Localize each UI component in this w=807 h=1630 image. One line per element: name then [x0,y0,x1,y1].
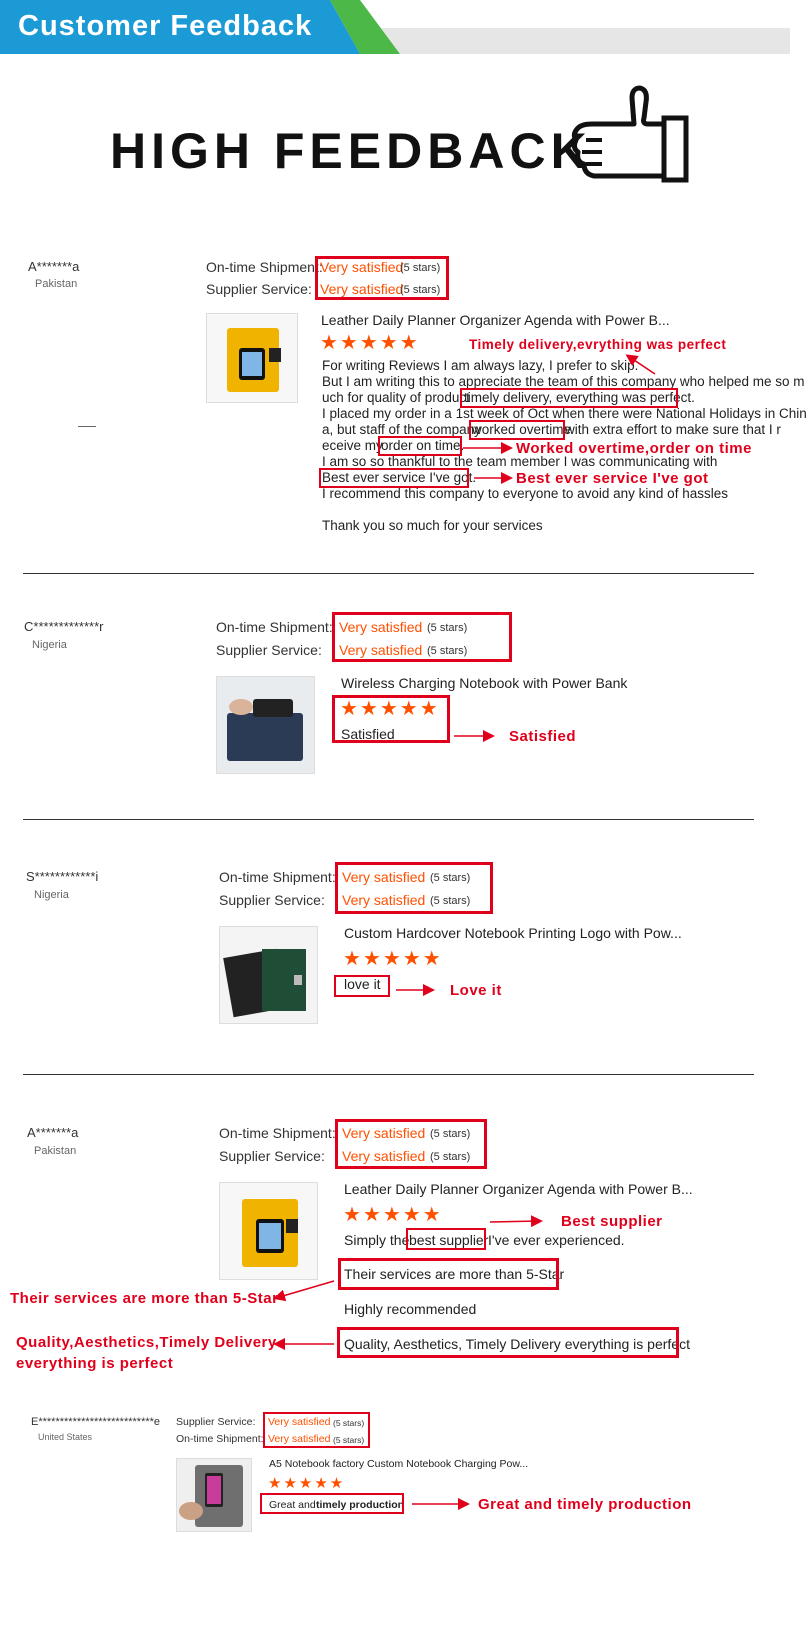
shipment-label: On-time Shipment: [216,619,333,635]
annotation-note: Love it [450,982,502,999]
page-title: HIGH FEEDBACK [110,123,592,179]
buyer-country: Pakistan [34,1145,77,1157]
section-divider [23,573,754,574]
review-line: Quality, Aesthetics, Timely Delivery everything is perfect [344,1336,690,1352]
review-line: order on time. [381,438,465,453]
product-title[interactable]: Leather Daily Planner Organizer Agenda with Power B... [344,1181,693,1197]
shipment-rating: Very satisfied [320,259,404,275]
supplier-stars-count: (5 stars) [333,1418,365,1428]
rating-stars: ★★★★★ [268,1475,346,1492]
review-line: worked overtime [472,422,572,437]
review-line: Their services are more than 5-Star [344,1266,565,1282]
section-divider [23,1074,754,1075]
supplier-stars-count: (5 stars) [400,284,441,296]
supplier-label: Supplier Service: [206,281,312,297]
buyer-country: United States [38,1432,93,1442]
review-line: with extra effort to make sure that I r [565,422,781,437]
annotation-note: Worked overtime,order on time [516,440,752,457]
review-line: Simply the [344,1232,410,1248]
annotation-note: Quality,Aesthetics,Timely Delivery [16,1334,277,1351]
product-title[interactable]: Custom Hardcover Notebook Printing Logo with Pow... [344,925,682,941]
review-line: I recommend this company to everyone to avoid any kind of hassles [322,486,728,501]
highlight-box [406,1228,489,1250]
product-title[interactable]: A5 Notebook factory Custom Notebook Charging Pow... [269,1458,529,1470]
buyer-name: A*******a [28,259,80,274]
annotation-note: Best ever service I've got [516,470,709,487]
buyer-country: Nigeria [32,639,67,651]
highlight-box [260,1493,404,1514]
banner-title: Customer Feedback [18,10,313,42]
annotation-note: Their services are more than 5-Star [10,1290,279,1307]
shipment-label: On-time Shipment: [219,869,336,885]
shipment-rating: Very satisfied [339,619,423,635]
product-image [219,926,318,1024]
section-divider [23,819,754,820]
shipment-label: On-time Shipment: [206,259,323,275]
shipment-label: On-time Shipment: [219,1125,336,1141]
supplier-label: Supplier Service: [176,1416,256,1428]
highlight-box [335,1119,487,1169]
review-line: timely delivery, everything was perfect. [464,390,695,405]
product-image [216,676,315,774]
highlight-box [337,1327,679,1358]
shipment-stars-count: (5 stars) [430,872,471,884]
supplier-rating: Very satisfied [268,1416,331,1428]
review-line: I am so so thankful to the team member I was communicating with [322,454,718,469]
buyer-country: Nigeria [34,889,69,901]
annotation-note: Great and timely production [478,1496,692,1513]
supplier-rating: Very satisfied [342,1148,426,1164]
review-text: timely production [316,1499,405,1511]
review-line: Best ever service I've got. [322,470,477,485]
highlight-box [263,1412,370,1448]
shipment-rating: Very satisfied [342,1125,426,1141]
supplier-label: Supplier Service: [216,642,322,658]
supplier-label: Supplier Service: [219,892,325,908]
rating-stars: ★★★★★ [320,332,420,354]
review-text: Great and [269,1499,316,1511]
review-line: uch for quality of product [322,390,470,405]
product-title[interactable]: Leather Daily Planner Organizer Agenda with Power B... [321,312,670,328]
shipment-stars-count: (5 stars) [430,1128,471,1140]
review-text: love it [344,976,381,992]
highlight-box [334,975,390,997]
supplier-stars-count: (5 stars) [427,645,468,657]
highlight-box [338,1258,559,1290]
annotation-note: Satisfied [509,728,577,745]
supplier-stars-count: (5 stars) [430,1151,471,1163]
review-line: a, but staff of the company [322,422,481,437]
product-image [219,1182,318,1280]
buyer-name: E***************************e [31,1416,161,1428]
shipment-label: On-time Shipment: [176,1433,264,1445]
review-text: Satisfied [341,726,395,742]
supplier-stars-count: (5 stars) [430,895,471,907]
product-image [176,1458,252,1532]
review-line: Highly recommended [344,1301,477,1317]
highlight-box [335,862,493,914]
rating-stars: ★★★★★ [343,1204,443,1226]
shipment-rating: Very satisfied [268,1433,331,1445]
highlight-box [332,612,512,662]
rating-stars: ★★★★★ [343,948,443,970]
buyer-name: S************i [26,869,99,884]
annotation-note: Timely delivery,evrything was perfect [469,337,727,352]
review-line: For writing Reviews I am always lazy, I prefer to skip. [322,358,639,373]
review-line: best supplier [409,1232,489,1248]
shipment-stars-count: (5 stars) [400,262,441,274]
shipment-stars-count: (5 stars) [427,622,468,634]
buyer-name: C*************r [24,619,104,634]
supplier-label: Supplier Service: [219,1148,325,1164]
rating-stars: ★★★★★ [340,698,440,720]
annotation-note: everything is perfect [16,1355,174,1372]
review-line: I placed my order in a 1st week of Oct when there were National Holidays in Chin [322,406,807,421]
annotation-note: Best supplier [561,1213,663,1230]
review-line: I've ever experienced. [488,1232,625,1248]
supplier-rating: Very satisfied [320,281,404,297]
shipment-stars-count: (5 stars) [333,1435,365,1445]
supplier-rating: Very satisfied [342,892,426,908]
product-title[interactable]: Wireless Charging Notebook with Power Bank [341,675,628,691]
buyer-country: Pakistan [35,278,78,290]
buyer-name: A*******a [27,1125,79,1140]
supplier-rating: Very satisfied [339,642,423,658]
shipment-rating: Very satisfied [342,869,426,885]
review-line: eceive my [322,438,383,453]
review-line: But I am writing this to appreciate the team of this company who helped me so m [322,374,805,389]
highlight-box [332,695,450,743]
review-line: Thank you so much for your services [322,518,543,533]
